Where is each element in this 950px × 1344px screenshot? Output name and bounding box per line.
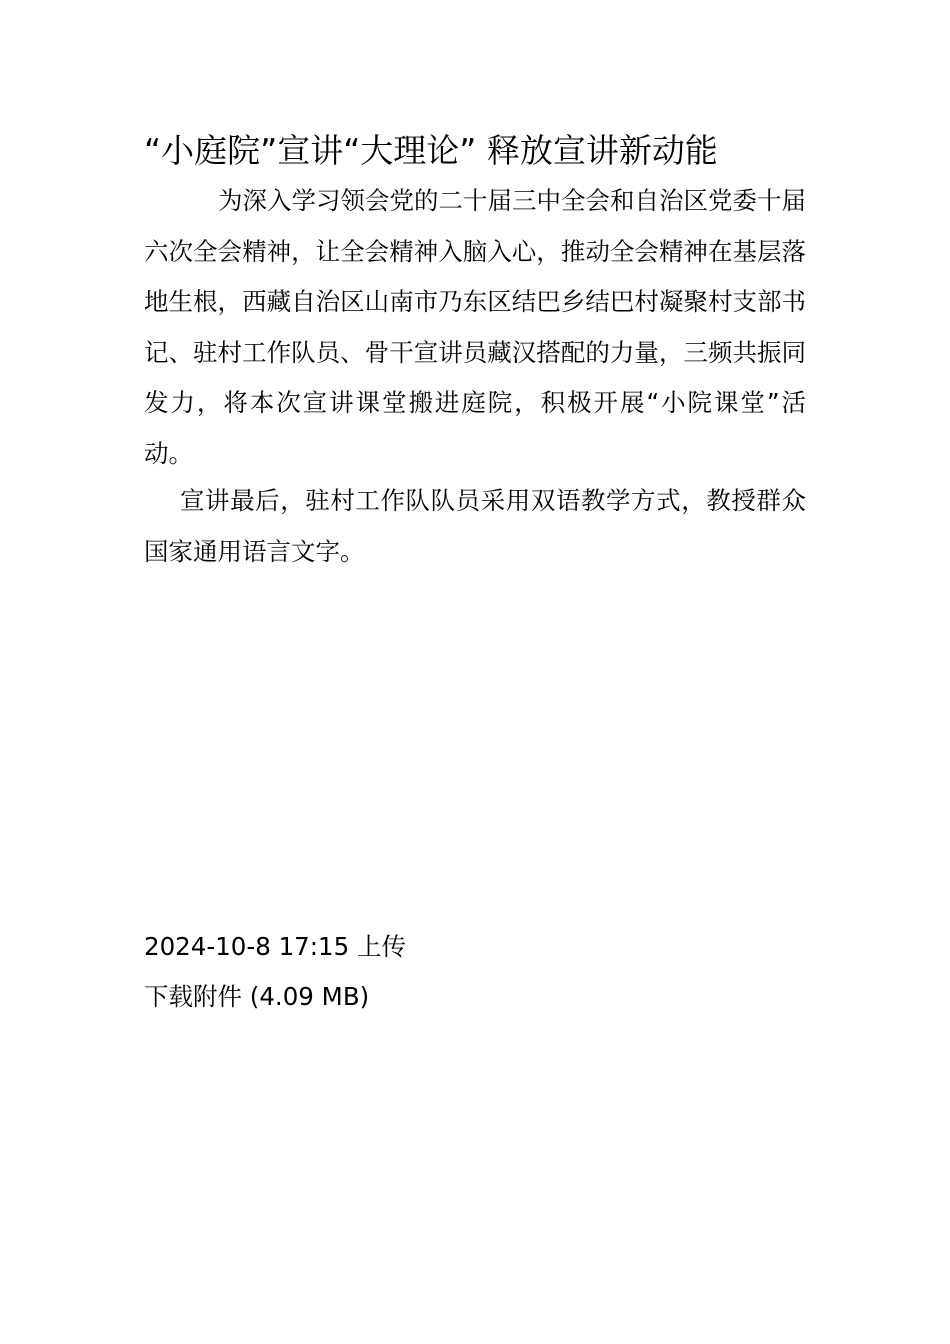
article-paragraph-2: 宣讲最后，驻村工作队队员采用双语教学方式，教授群众国家通用语言文字。 [144, 486, 806, 566]
upload-timestamp: 2024-10-8 17:15 上传 [144, 932, 406, 961]
download-attachment-link[interactable]: 下载附件 (4.09 MB) [144, 982, 370, 1011]
article-title: “小庭院”宣讲“大理论” 释放宣讲新动能 [144, 131, 718, 170]
article-paragraph-1: 为深入学习领会党的二十届三中全会和自治区党委十届六次全会精神，让全会精神入脑入心，推动全会精神在基层落地生根，西藏自治区山南市乃东区结巴乡结巴村凝聚村支部书记、驻村工作队员、骨干宣讲员藏汉搭配的力量，三频共振同发力，将本次宣讲课堂搬进庭院，积极开展“小院课堂”活动。 [144, 186, 806, 468]
